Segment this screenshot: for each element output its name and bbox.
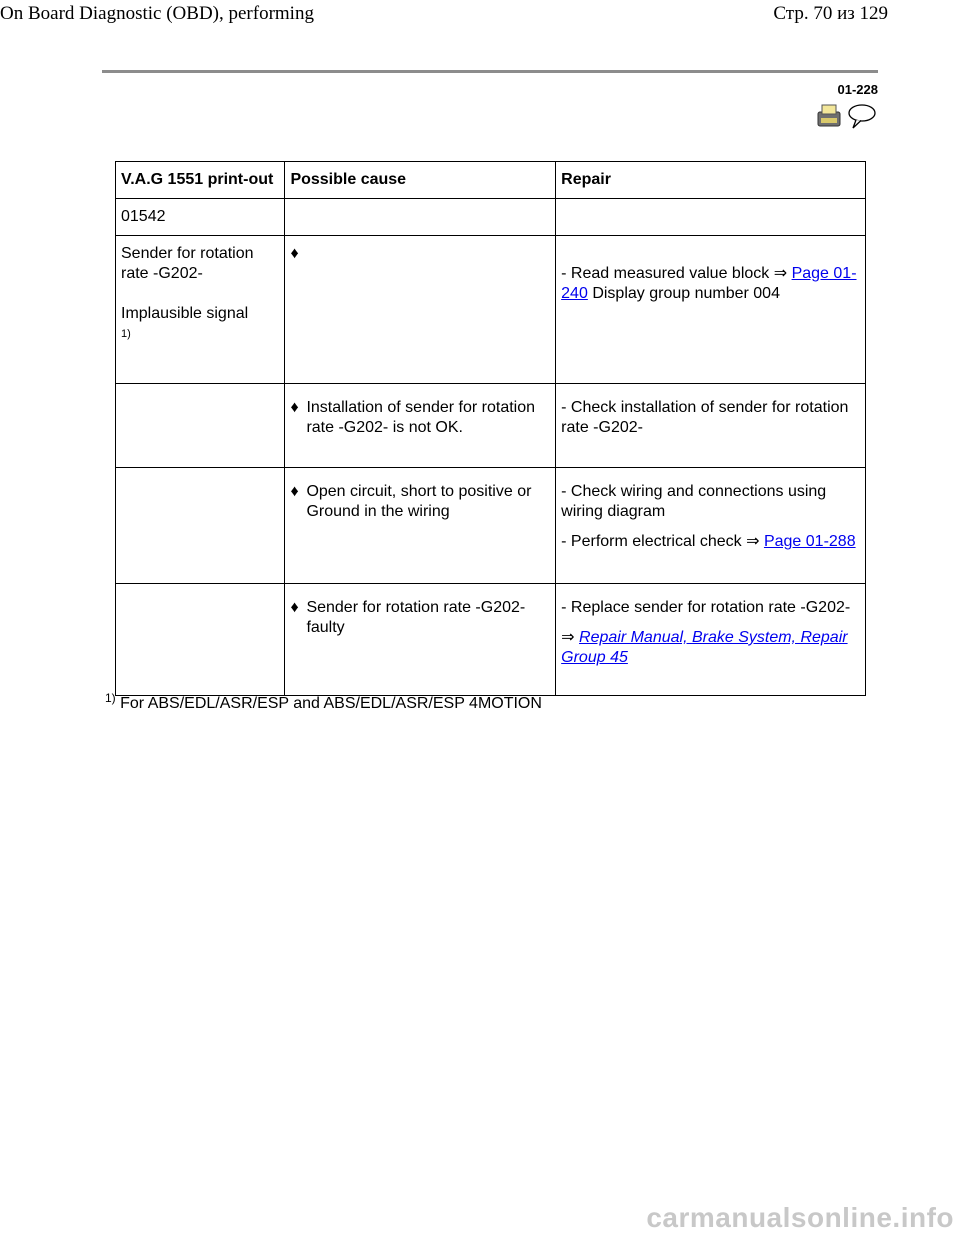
repair-text: - Check wiring and connections using wiring diagram	[561, 483, 827, 520]
page-counter: Стр. 70 из 129	[773, 3, 888, 24]
repair-text: - Check installation of sender for rotation rate -G202-	[556, 384, 866, 468]
signal-text: Implausible signal	[121, 305, 249, 322]
repair-text: - Replace sender for rotation rate -G202-	[561, 599, 851, 616]
footnote	[105, 691, 542, 713]
bullet-icon: ♦	[290, 599, 299, 616]
table-row	[116, 236, 866, 384]
footnote-text: For ABS/EDL/ASR/ESP and ABS/EDL/ASR/ESP 4MOTION	[120, 695, 542, 712]
arrow-icon: ⇒	[561, 629, 575, 646]
table-row	[116, 584, 866, 696]
toolbar-icons	[816, 102, 878, 130]
document-title: On Board Diagnostic (OBD), performing	[0, 3, 314, 24]
table-row	[116, 199, 866, 236]
page-link[interactable]: Page 01-288	[763, 533, 856, 550]
table-row	[116, 384, 866, 468]
table-header-row	[116, 162, 866, 199]
print-icon[interactable]	[818, 105, 840, 126]
diagnostic-table	[115, 161, 866, 696]
fault-code: 01542	[116, 199, 285, 236]
table-row	[116, 468, 866, 584]
column-header: V.A.G 1551 print-out	[116, 162, 285, 199]
column-header: Possible cause	[285, 162, 556, 199]
repair-manual-link[interactable]: Repair Manual, Brake System, Repair Group 45	[561, 629, 848, 666]
page-link[interactable]: Page 01-240	[561, 265, 857, 302]
header-divider	[102, 70, 878, 73]
cause-text: Installation of sender for rotation rate -G202- is not OK.	[306, 399, 536, 436]
speech-bubble-icon[interactable]	[849, 105, 875, 128]
sender-name: Sender for rotation rate -G202-	[121, 245, 254, 282]
watermark: carmanualsonline.info	[646, 1202, 954, 1233]
bullet-icon: ♦	[290, 399, 299, 416]
column-header: Repair	[556, 162, 866, 199]
footnote-ref: 1)	[121, 328, 131, 340]
cause-text: Open circuit, short to positive or Ground in the wiring	[306, 483, 532, 520]
repair-text: - Perform electrical check ⇒	[561, 533, 760, 550]
page-code: 01-228	[837, 82, 878, 97]
footnote-marker: 1)	[105, 691, 116, 705]
repair-text: - Read measured value block ⇒	[561, 265, 788, 282]
repair-text: Display group number 004	[592, 285, 780, 302]
bullet-icon: ♦	[290, 245, 299, 262]
bullet-icon: ♦	[290, 483, 299, 500]
cause-text: Sender for rotation rate -G202- faulty	[306, 599, 526, 636]
